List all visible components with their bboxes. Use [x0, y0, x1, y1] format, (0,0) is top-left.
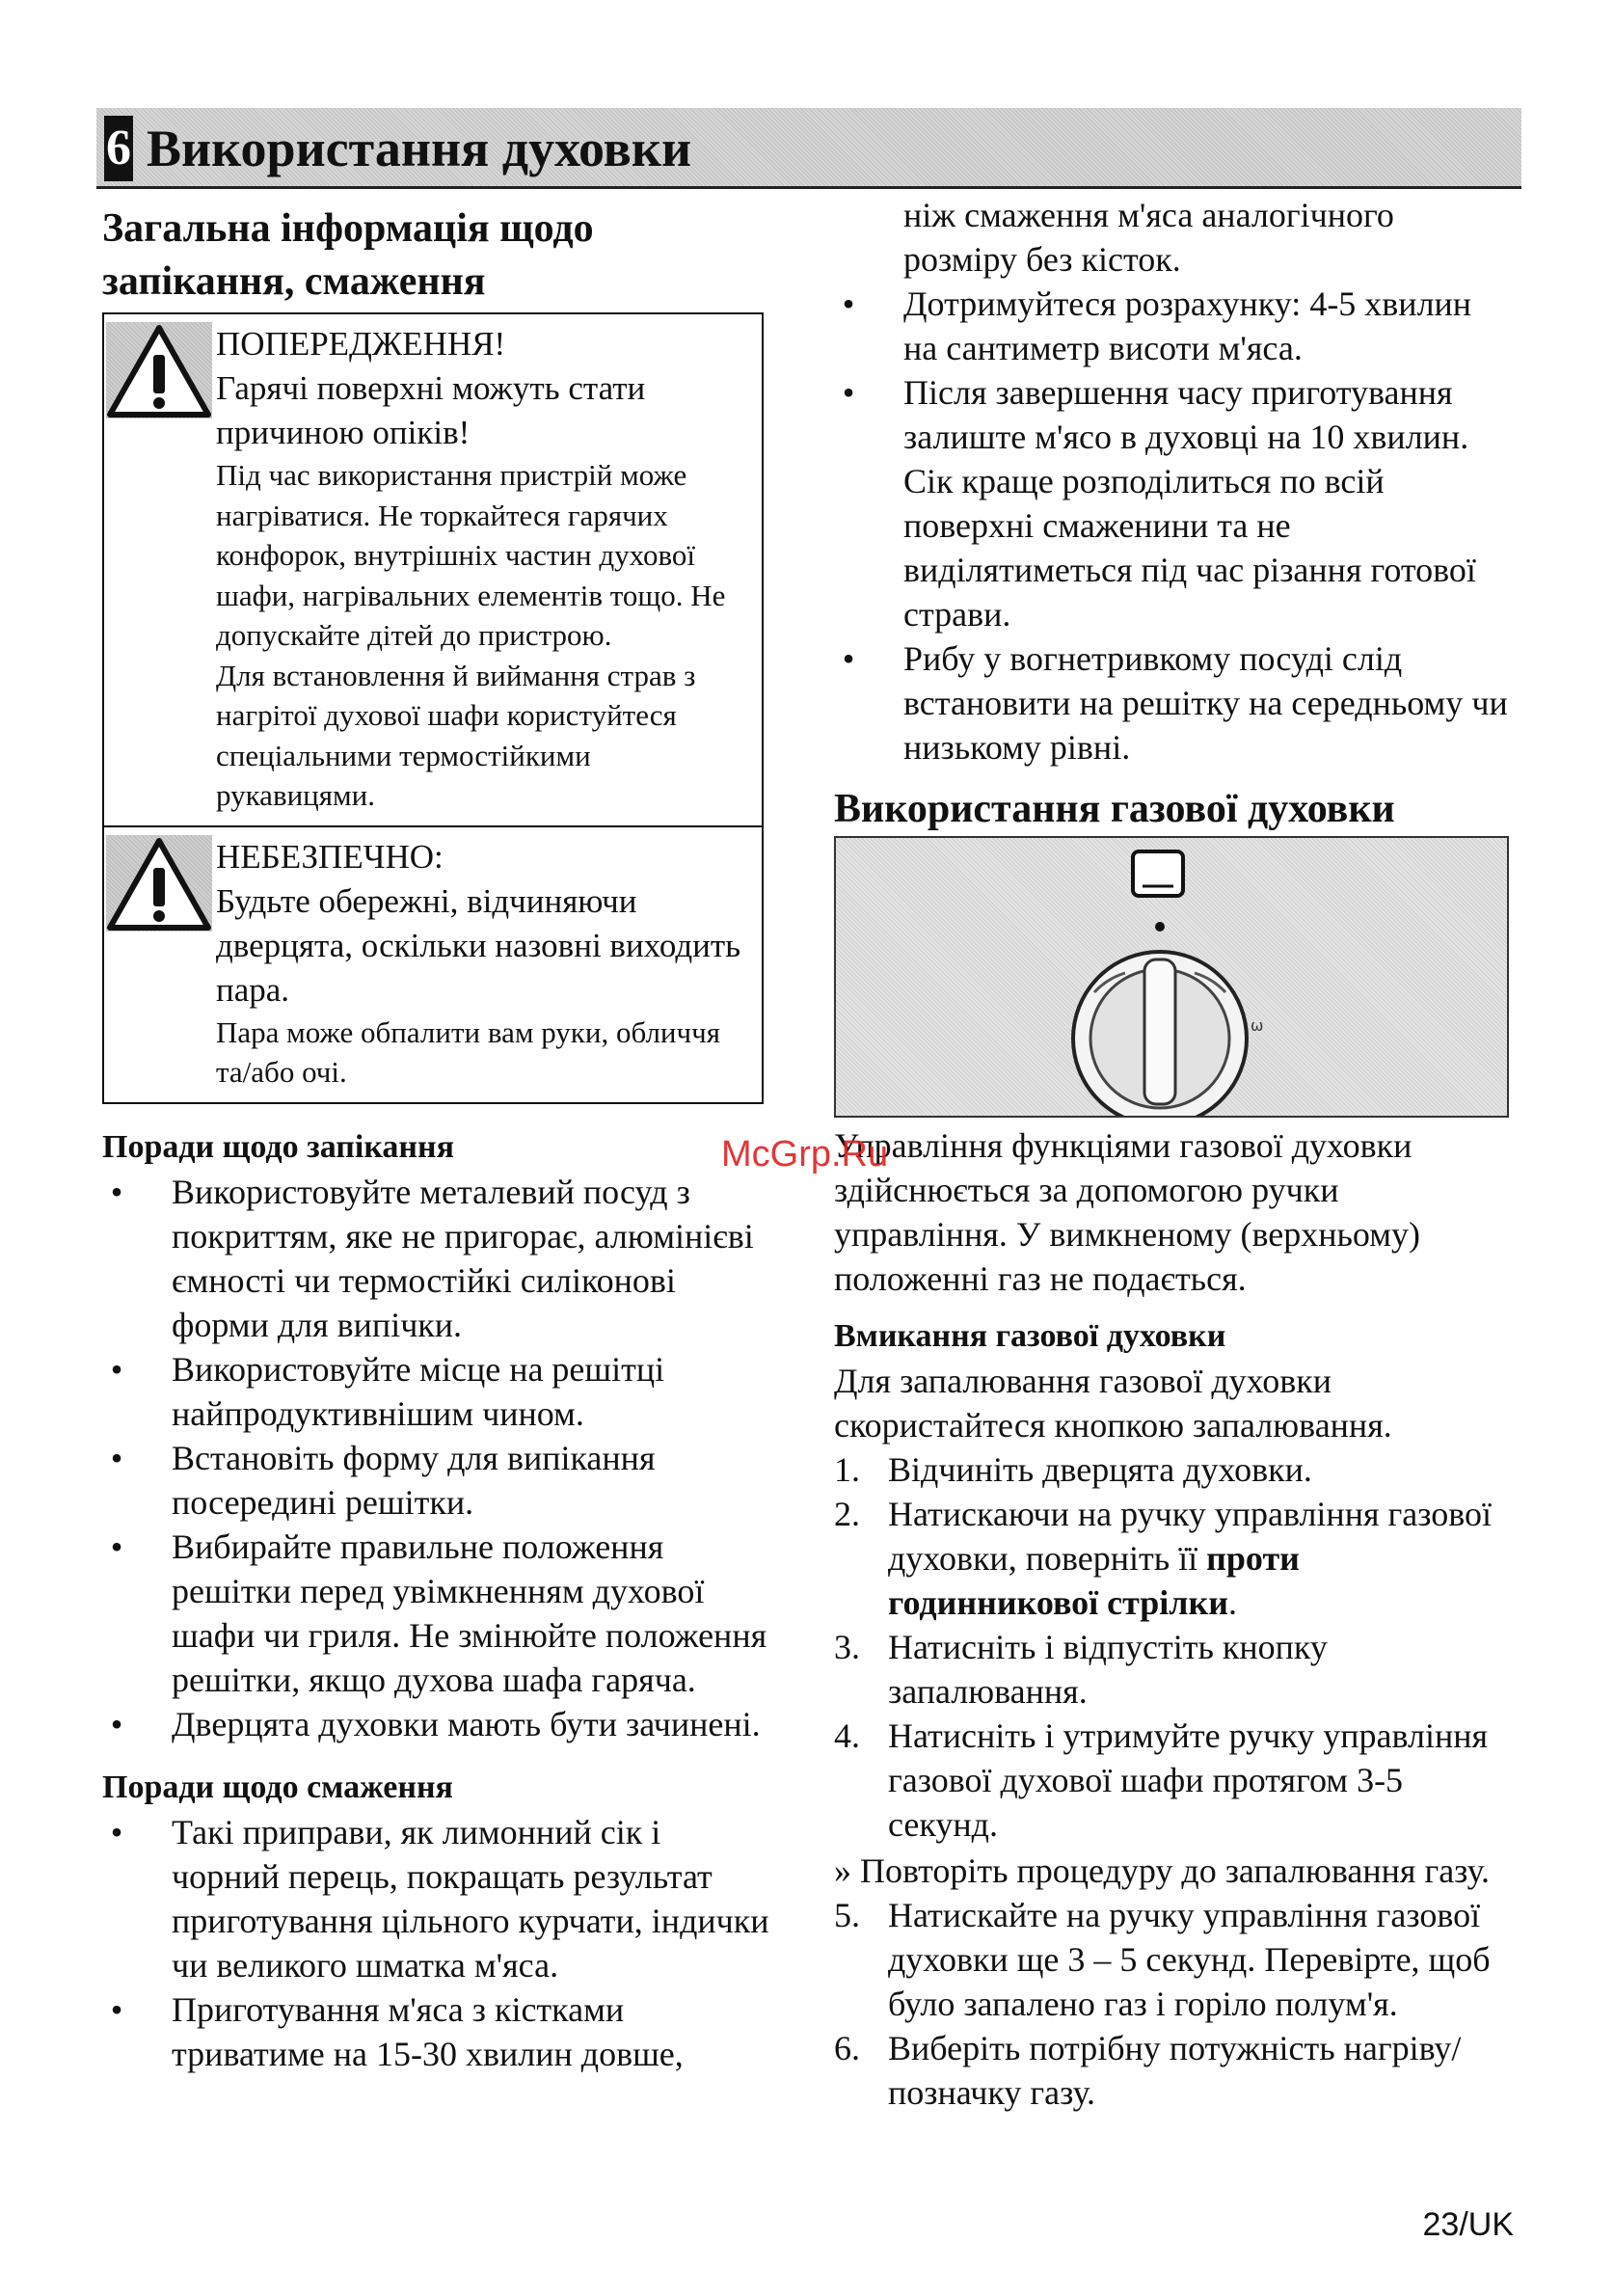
list-item: 2. Натискаючи на ручку управління газової духовки, поверніть її проти годинникової стрілки. [834, 1495, 1493, 1622]
roasting-tips-title: Поради щодо смаження [102, 1769, 453, 1805]
list-item: • Використовуйте місце на решітці найпродуктивнішим чином. [110, 1349, 665, 1433]
warning-triangle-icon [106, 835, 212, 932]
ignition-title: Вмикання газової духовки [834, 1318, 1226, 1354]
list-item: • Вибирайте правильне положення решітки перед увімкненням духової шафи чи гриля. Не змінюйте положення решітки, якщо духова шафа гаряча. [110, 1526, 767, 1699]
list-item: 6. Виберіть потрібну потужність нагріву/позначку газу. [834, 2029, 1462, 2112]
list-item: • Встановіть форму для випікання посередині решітки. [110, 1438, 656, 1522]
ignition-steps [834, 1447, 1514, 1847]
list-item: • Використовуйте металевий посуд з покриттям, яке не пригорає, алюмінієві ємності чи термостійкі силіконові форми для випічки. [110, 1172, 754, 1344]
warning-lead: Гарячі поверхні можуть стати причиною опіків! [216, 369, 646, 451]
chapter-banner [96, 108, 1521, 189]
continued-text: ніж смаження м'яса аналогічного розміру без кісток. [903, 196, 1394, 279]
list-item: • Дверцята духовки мають бути зачинені. [110, 1704, 761, 1743]
list-item: • Дотримуйтеся розрахунку: 4-5 хвилин на сантиметр висоти м'яса. [842, 284, 1472, 367]
gas-oven-title: Використання газової духовки [834, 787, 1395, 831]
list-item: • Після завершення часу приготування залиште м'ясо в духовці на 10 хвилин. Сік краще розподілиться по всій поверхні смаженини та не виділятиметься під час різання готової страви. [842, 373, 1476, 634]
warning-section-1 [104, 314, 762, 825]
roasting-tips-continued [834, 282, 1514, 770]
watermark: McGrp.Ru [721, 1134, 889, 1175]
warning-body: Під час використання пристрій може нагріватися. Не торкайтеся гарячих конфорок, внутрішніх частин духової шафи, нагрівальних елементів тощо. Не допускайте дітей до пристрою. [216, 458, 726, 652]
right-column [834, 193, 1514, 2115]
chapter-title: Використання духовки [147, 120, 692, 177]
knob-flame-mark: ω [1251, 1016, 1264, 1035]
warning-triangle-icon [106, 322, 212, 419]
gas-knob-illustration [834, 836, 1509, 1118]
section-title-general: Загальна інформація щодо запікання, смаження [102, 206, 594, 304]
ignition-steps-continued [834, 1893, 1514, 2115]
ignition-intro: Для запалювання газової духовки скористайтеся кнопкою запалювання. [834, 1362, 1392, 1445]
chapter-number: 6 [104, 116, 133, 181]
list-item: • Рибу у вогнетривкому посуді слід встановити на решітку на середньому чи низькому рівні. [842, 639, 1508, 767]
repeat-note: » Повторіть процедуру до запалювання газу. [834, 1851, 1491, 1890]
warning-heading: ПОПЕРЕДЖЕННЯ! [216, 325, 506, 363]
danger-body: Пара може обпалити вам руки, обличчя та/або очі. [216, 1014, 720, 1089]
list-item: • Такі приправи, як лимонний сік і чорний перець, покращать результат приготування цільного курчати, індички чи великого шматка м'яса. [110, 1812, 769, 1985]
baking-tips-title: Поради щодо запікання [102, 1128, 454, 1165]
warning-box [102, 312, 764, 1104]
roasting-tips-list [102, 1810, 777, 2076]
list-item: 3. Натисніть і відпустіть кнопку запалювання. [834, 1628, 1328, 1711]
warning-body: Для встановлення й виймання страв з нагрітої духової шафи користуйтеся спеціальними термостійкими рукавицями. [216, 658, 696, 812]
page-number: 23/UK [1422, 2206, 1514, 2243]
left-column [102, 203, 777, 2076]
list-item: 5. Натискайте на ручку управління газової духовки ще 3 – 5 секунд. Перевірте, щоб було запалено газ і горіло полум'я. [834, 1896, 1491, 2023]
danger-heading: НЕБЕЗПЕЧНО: [216, 837, 444, 876]
list-item: • Приготування м'яса з кістками триватиме на 15-30 хвилин довше, [110, 1989, 684, 2073]
list-item: 4. Натисніть і утримуйте ручку управління газової духової шафи протягом 3-5 секунд. [834, 1716, 1489, 1844]
danger-lead: Будьте обережні, відчиняючи дверцята, оскільки назовні виходить пара. [216, 881, 741, 1009]
gas-knob-icon [836, 838, 1507, 1116]
baking-tips-list [102, 1170, 777, 1746]
list-item: 1. Відчиніть дверцята духовки. [834, 1450, 1312, 1489]
warning-section-2 [104, 825, 762, 1102]
gas-intro: Управління функціями газової духовки здійснюється за допомогою ручки управління. У вимкненому (верхньому) положенні газ не подається. [834, 1126, 1420, 1298]
